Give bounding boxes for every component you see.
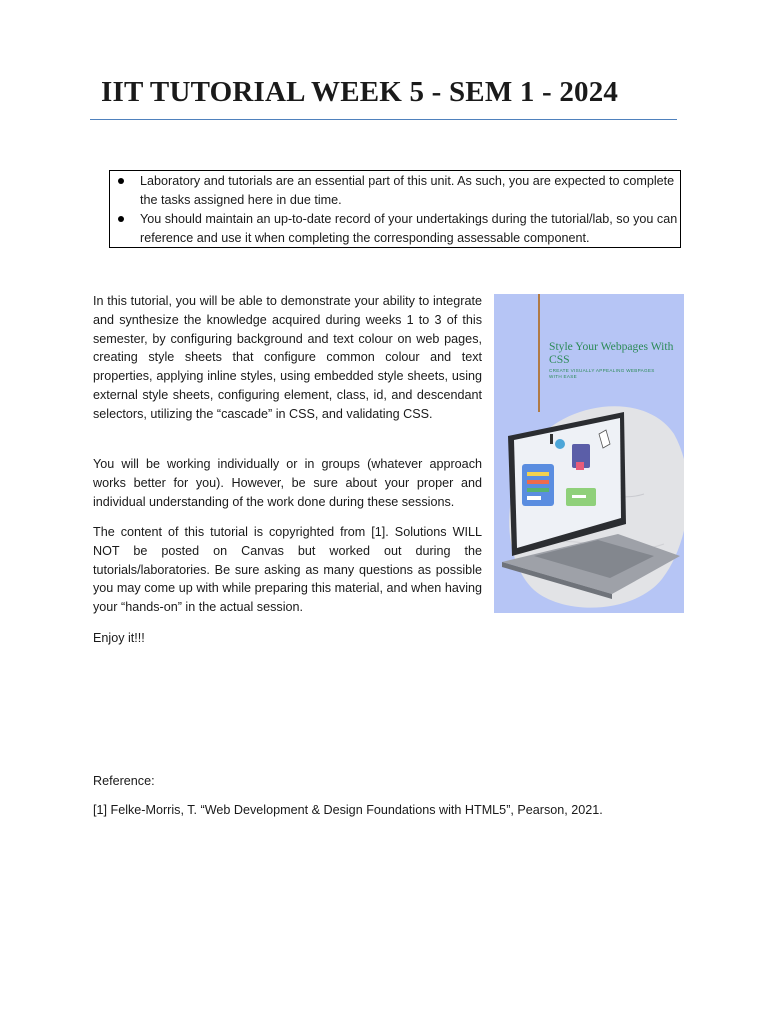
bullet-icon [118, 178, 124, 184]
bullet-icon [118, 216, 124, 222]
page-title: IIT TUTORIAL WEEK 5 - SEM 1 - 2024 [101, 76, 619, 108]
cover-divider-line [538, 294, 540, 412]
notice-bullet-text: You should maintain an up-to-date record of your undertakings during the tutorial/lab, so you can reference and use it when completing the corresponding assessable component. [140, 212, 678, 245]
closing-line: Enjoy it!!! [93, 631, 145, 645]
notice-bullet [110, 172, 680, 210]
notice-bullet [110, 210, 680, 248]
title-underline [90, 119, 677, 120]
groups-paragraph: You will be working individually or in groups (whatever approach works better for you). However, be sure about your proper and individual understanding of the work done during these sessions. [93, 457, 482, 509]
cover-title: Style Your Webpages With CSS [549, 340, 674, 366]
notice-list [110, 172, 680, 248]
notice-box [109, 170, 681, 248]
copyright-paragraph: The content of this tutorial is copyrighted from [1]. Solutions WILL NOT be posted on Canvas but worked out during the tutorials/laboratories. Be sure asking as many questions as possible you may come up with while preparing this material, and when having your “hands-on” in the actual session. [93, 525, 482, 615]
reference-item: [1] Felke-Morris, T. “Web Development & Design Foundations with HTML5”, Pearson, 2021. [93, 803, 603, 817]
reference-label: Reference: [93, 774, 155, 788]
notice-bullet-text: Laboratory and tutorials are an essential part of this unit. As such, you are expected to complete the tasks assigned here in due time. [140, 174, 675, 207]
intro-paragraph: In this tutorial, you will be able to demonstrate your ability to integrate and synthesize the knowledge acquired during weeks 1 to 3 of this semester, by configuring background and text colour on web pages, creating style sheets that configure common colour and text properties, applying inline styles, using embedded style sheets, using external style sheets, configuring element, class, id, and descendant selectors, utilizing the “cascade” in CSS, and validating CSS. [93, 294, 482, 421]
css-cover-image [494, 294, 684, 613]
cover-subtitle: CREATE VISUALLY APPEALING WEBPAGES WITH EASE [549, 368, 655, 379]
